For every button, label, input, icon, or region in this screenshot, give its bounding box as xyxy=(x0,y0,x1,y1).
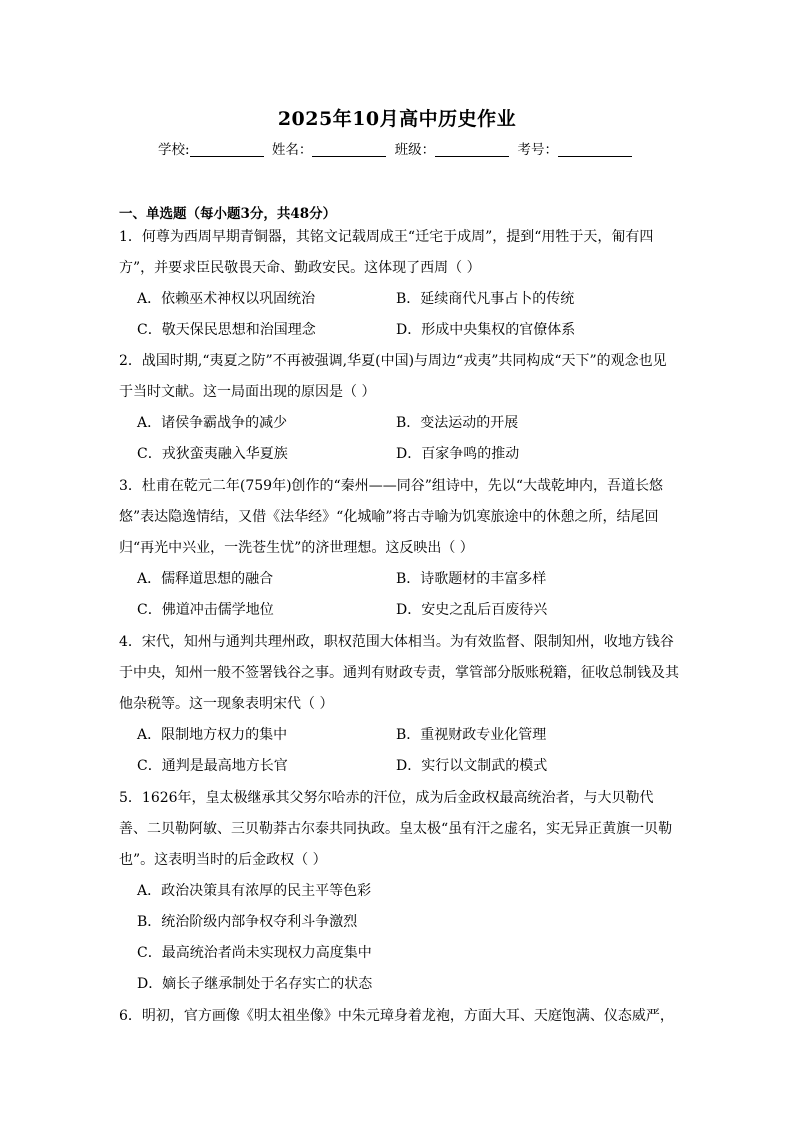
school-label: 学校: xyxy=(158,142,190,158)
question-3-stem: 3．杜甫在乾元二年(759年)创作的“秦州——同谷”组诗中，先以“大哉乾坤内，吾道长悠悠”表达隐逸情结，又借《法华经》“化城喻”将古寺喻为饥寒旅途中的休憩之所，结尾回归“再光中兴业，一洗苍生忧”的济世理想。这反映出（ ） xyxy=(119,478,664,556)
exam-number-label: 考号： xyxy=(517,142,558,158)
school-blank[interactable] xyxy=(190,142,264,157)
q4-option-c[interactable]: C．通判是最高地方长官 xyxy=(137,758,288,774)
student-info-line xyxy=(0,138,794,158)
q3-option-d[interactable]: D．安史之乱后百废待兴 xyxy=(396,602,548,618)
question-5-options xyxy=(137,876,657,1000)
question-4-stem: 4．宋代，知州与通判共理州政，职权范围大体相当。为有效监督、限制知州，收地方钱谷于中央，知州一般不签署钱谷之事。通判有财政专责，掌管部分版账税籍，征收总制钱及其他杂税等。这一现象表明宋代（ ） xyxy=(119,634,679,712)
q4-option-b[interactable]: B．重视财政专业化管理 xyxy=(396,727,547,743)
q5-option-d[interactable]: D．嫡长子继承制处于名存实亡的状态 xyxy=(137,976,373,992)
question-3-options xyxy=(137,564,657,626)
question-4-options xyxy=(137,720,657,782)
class-blank[interactable] xyxy=(435,142,509,157)
question-6-stem: 6．明初，官方画像《明太祖坐像》中朱元璋身着龙袍，方面大耳、天庭饱满、仪态威严， xyxy=(119,1008,674,1024)
question-2-stem: 2．战国时期,“夷夏之防”不再被强调,华夏(中国)与周边“戎夷”共同构成“天下”的观念也见于当时文献。这一局面出现的原因是（ ） xyxy=(119,353,667,400)
section-heading: 一、单选题（每小题3分，共48分） xyxy=(119,206,337,222)
q4-option-d[interactable]: D．实行以文制武的模式 xyxy=(396,758,548,774)
page-title: 2025年10月高中历史作业 xyxy=(277,108,517,130)
q1-option-b[interactable]: B．延续商代凡事占卜的传统 xyxy=(396,291,575,307)
question-1-options xyxy=(137,284,657,346)
q5-option-c[interactable]: C．最高统治者尚未实现权力高度集中 xyxy=(137,945,372,961)
exam-number-blank[interactable] xyxy=(558,142,632,157)
q2-option-d[interactable]: D．百家争鸣的推动 xyxy=(396,446,520,462)
q2-option-c[interactable]: C．戎狄蛮夷融入华夏族 xyxy=(137,446,288,462)
q3-option-c[interactable]: C．佛道冲击儒学地位 xyxy=(137,602,274,618)
question-2-options xyxy=(137,408,657,470)
q5-option-b[interactable]: B．统治阶级内部争权夺利斗争激烈 xyxy=(137,914,358,930)
name-label: 姓名： xyxy=(271,142,313,158)
q4-option-a[interactable]: A．限制地方权力的集中 xyxy=(137,727,288,743)
q2-option-a[interactable]: A．诸侯争霸战争的减少 xyxy=(137,415,288,431)
name-blank[interactable] xyxy=(312,142,386,157)
class-label: 班级： xyxy=(394,142,436,158)
q5-option-a[interactable]: A．政治决策具有浓厚的民主平等色彩 xyxy=(137,883,372,899)
q3-option-a[interactable]: A．儒释道思想的融合 xyxy=(137,571,274,587)
question-5-stem: 5．1626年，皇太极继承其父努尔哈赤的汗位，成为后金政权最高统治者，与大贝勒代善、二贝勒阿敏、三贝勒莽古尔泰共同执政。皇太极“虽有汗之虚名，实无异正黄旗一贝勒也”。这表明当时的后金政权（ ） xyxy=(119,790,673,868)
question-1-stem: 1．何尊为西周早期青铜器，其铭文记载周成王“迁宅于成周”，提到“用牲于天，匍有四方”，并要求臣民敬畏天命、勤政安民。这体现了西周（ ） xyxy=(119,229,654,276)
q1-option-c[interactable]: C．敬天保民思想和治国理念 xyxy=(137,322,316,338)
q2-option-b[interactable]: B．变法运动的开展 xyxy=(396,415,519,431)
q1-option-d[interactable]: D．形成中央集权的官僚体系 xyxy=(396,322,576,338)
q1-option-a[interactable]: A．依赖巫术神权以巩固统治 xyxy=(137,291,316,307)
q3-option-b[interactable]: B．诗歌题材的丰富多样 xyxy=(396,571,547,587)
